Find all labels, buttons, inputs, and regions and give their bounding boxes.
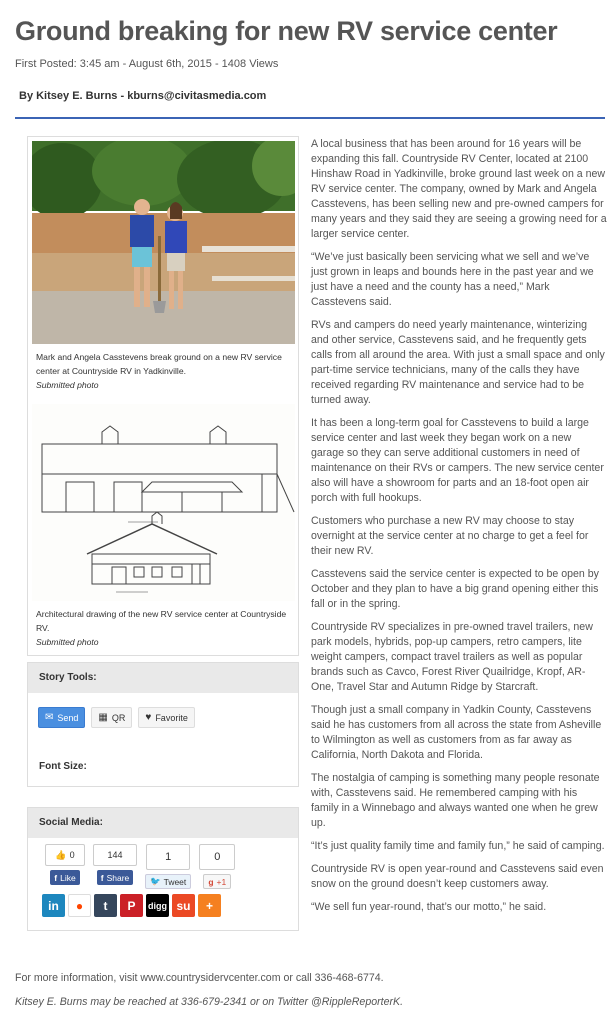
article-paragraph: “We sell fun year-round, that’s our motto,” he said. [311,901,547,913]
qr-label: QR [111,712,126,723]
more-info: For more information, visit www.countrysidervcenter.com or call 336-468-6774. [15,972,384,984]
send-button[interactable] [38,707,85,728]
architectural-drawing[interactable] [32,404,295,601]
linkedin-icon[interactable]: in [42,894,65,917]
heart-icon: ♥ [145,712,152,723]
share-label: Share [106,872,130,883]
article-paragraph: It has been a long-term goal for Casstevens to build a large service center and last week they began work on a new garage so they can serve additional customers in need of maintenance on their RVs or campers. The new service center also will have a showroom for parts and an 18-foot open air porch with full hookups. [311,417,604,504]
article-paragraph: Customers who purchase a new RV may choose to stay overnight at the service center at no charge to get a feel for their new RV. [311,515,589,557]
tumblr-icon[interactable]: t [94,894,117,917]
post-meta: First Posted: 3:45 am - August 6th, 2015 - 1408 Views [15,58,279,70]
like-button[interactable] [50,870,79,885]
social-media [27,807,299,931]
reddit-icon[interactable]: ● [68,894,91,917]
like-count: 0 [69,850,75,860]
qr-button[interactable] [91,707,132,728]
story-tools [27,662,299,787]
author-contact: Kitsey E. Burns may be reached at 336-679-2341 or on Twitter @RippleReporterK. [15,996,404,1008]
article-paragraph: Though just a small company in Yadkin County, Casstevens said he has customers from all across the state from Asheville to Wilmington as well as customers from as far away as California, North Dakota and Florida. [311,704,602,761]
article-paragraph: The nostalgia of camping is something many people resonate with, Casstevens said. He remembered camping with his family in a Winnebago and always wanted one when he grew up. [311,772,600,829]
article-paragraph: “We’ve just basically been servicing what we sell and we’ve just grown in leaps and bounds here in the past year and we just have a need and the county has a need,” Mark Casstevens said. [311,251,594,308]
favorite-button[interactable] [138,707,194,728]
facebook-share[interactable] [93,844,137,885]
story-tools-heading: Story Tools: [28,663,298,693]
pinterest-icon[interactable]: P [120,894,143,917]
stumbleupon-icon[interactable]: su [172,894,195,917]
article-paragraph: Countryside RV is open year-round and Casstevens said even snow on the ground doesn’t keep customers away. [311,863,604,890]
like-count-bubble [45,844,85,866]
facebook-like[interactable] [45,844,85,885]
social-media-heading: Social Media: [28,808,298,838]
favorite-label: Favorite [155,712,188,723]
photo-box-groundbreaking [27,136,299,656]
article-body [311,137,607,923]
article-paragraph: A local business that has been around for 16 years will be expanding this fall. Countryside RV Center, located at 2100 Hinshaw Road in Yadkinville, broke ground last week on a new RV service center. The company, owned by Mark and Angela Casstevens, has been selling new and pre-owned campers for many years and they said they are seeing a growing need for a larger service center. [311,138,607,240]
drawing-credit: Submitted photo [36,637,99,647]
twitter-icon: 🐦 [150,876,161,886]
share-count: 144 [93,844,137,866]
like-label: Like [60,872,76,883]
google-plus-icon: g [208,876,214,887]
photo-credit: Submitted photo [36,380,99,390]
twitter-tweet[interactable] [145,844,191,889]
article-paragraph: Countryside RV specializes in pre-owned travel trailers, new park models, hybrids, pop-up campers, retro campers, lite weight campers, compact travel trailers as well as popular brands such as Cavco, Forest River Quailridge, Kropf, AR-One, Travel Star and Autumn Ridge by Starcraft. [311,621,593,693]
gplus-button[interactable] [203,874,231,889]
thumbs-up-icon: 👍 [55,849,67,860]
groundbreaking-photo[interactable] [32,141,295,344]
digg-icon[interactable]: digg [146,894,169,917]
article-headline: Ground breaking for new RV service center [15,16,558,46]
article-paragraph: Casstevens said the service center is expected to be open by October and they plan to have a big grand opening either this fall or in the spring. [311,568,599,610]
byline: By Kitsey E. Burns - kburns@civitasmedia.com [19,90,267,102]
facebook-icon: f [100,872,104,883]
photo-caption: Mark and Angela Casstevens break ground on a new RV service center at Countryside RV in Yadkinville. [36,352,282,376]
gplus-label: +1 [216,876,227,887]
qr-code-icon: ▦ [98,712,108,723]
article-paragraph: “It’s just quality family time and family fun,” he said of camping. [311,840,605,852]
divider [15,117,605,119]
drawing-caption: Architectural drawing of the new RV service center at Countryside RV. [36,609,287,633]
sidebar [27,136,299,931]
share-icon-row [42,894,221,917]
tweet-button[interactable] [145,874,191,889]
messenger-icon: ✉ [45,712,54,723]
share-button[interactable] [97,870,134,885]
facebook-icon: f [54,872,58,883]
tweet-label: Tweet [163,876,187,887]
more-icon[interactable]: + [198,894,221,917]
article-paragraph: RVs and campers do need yearly maintenance, winterizing and other service, Casstevens said, and he frequently gets calls from all around the area. With just a small space and only part-time service technicians, many of the calls they have received regarding RV maintenance and service had to be turned away. [311,319,605,406]
send-label: Send [57,712,79,723]
gplus-count: 0 [199,844,235,870]
tweet-count: 1 [146,844,190,870]
google-plus[interactable] [199,844,235,889]
font-size-label: Font Size: [39,761,87,772]
